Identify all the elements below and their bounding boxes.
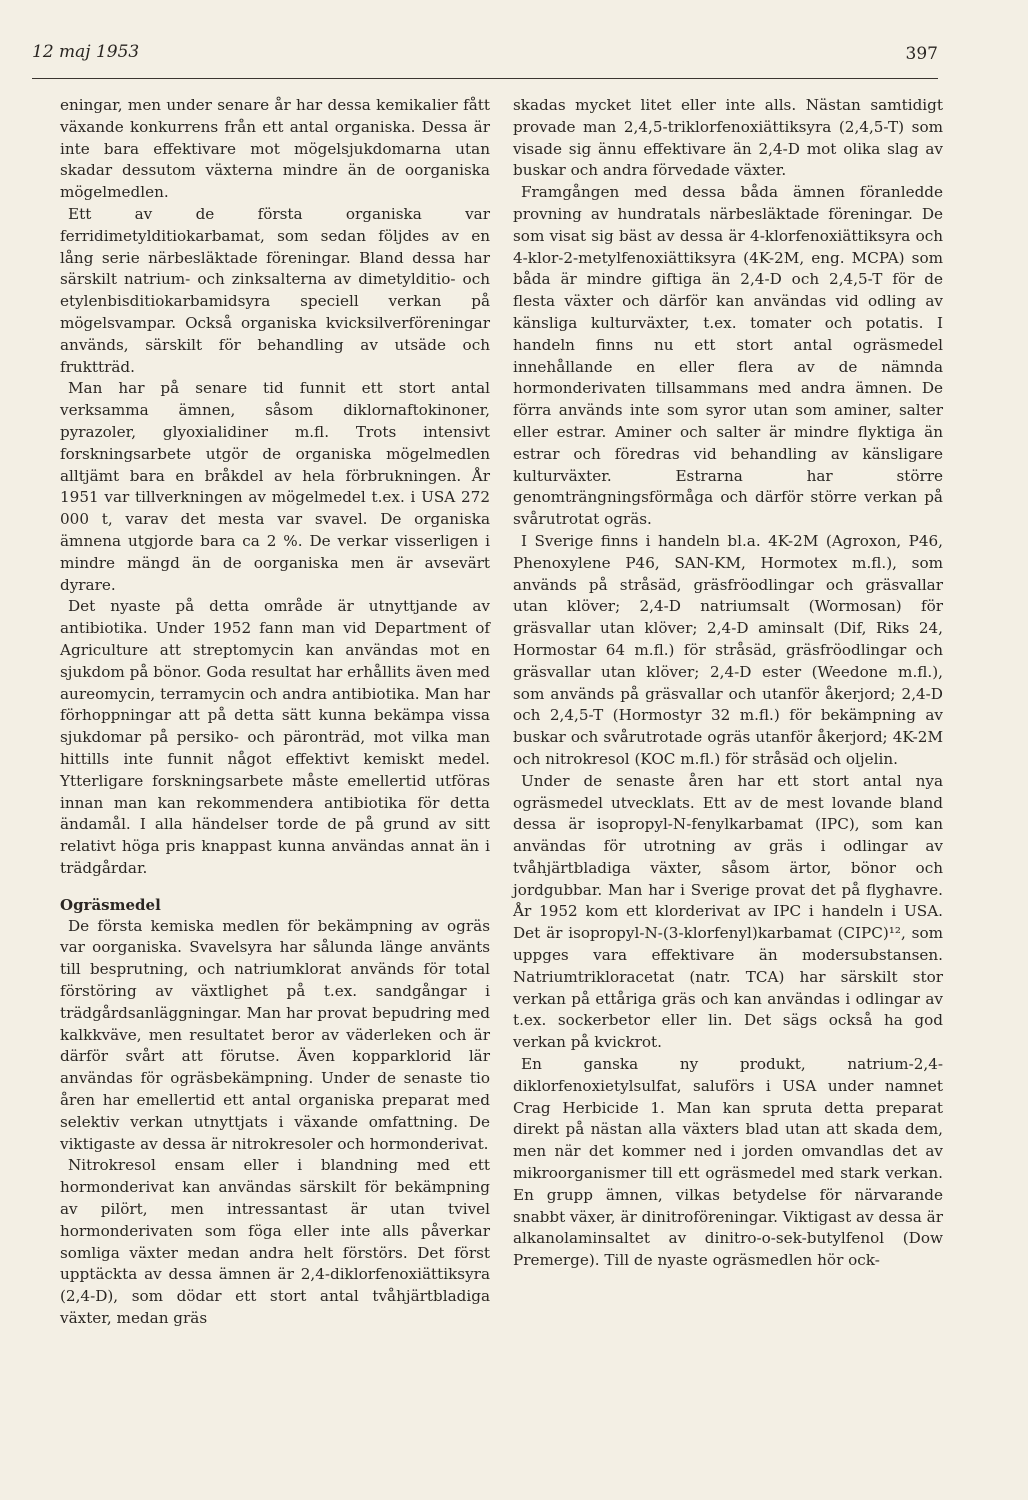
paragraph: Nitrokresol ensam eller i blandning med ett hormonderivat kan användas särskilt för bekämpning av pilört, men intressantast är utan tvivel hormonderivaten som föga eller inte alls påverkar somliga växter medan andra helt förstörs. Det först upptäckta av dessa ämnen är 2,4-diklorfenoxiättiksyra (2,4-D), som dödar ett stort antal tvåhjärtbladiga växter, medan gräs [60,1156,490,1328]
left-column [60,95,490,1330]
paragraph: Under de senaste åren har ett stort antal nya ogräsmedel utvecklats. Ett av de mest lovande bland dessa är isopropyl-N-fenylkarbamat (IPC), som kan användas för utrotning av gräs i odlingar av tvåhjärtbladiga växter, såsom ärtor, bönor och jordgubbar. Man har i Sverige provat det på flyghavre. År 1952 kom ett klorderivat av IPC i handeln i USA. Det är isopropyl-N-(3-klorfenyl)karbamat (CIPC)¹², som uppges vara effektivare än modersubstansen. Natriumtrikloracetat (natr. TCA) har särskilt stor verkan på ettåriga gräs och kan användas i odlingar av t.ex. sockerbetor eller lin. Det sägs också ha god verkan på kvickrot. [513,771,943,1052]
right-column [513,95,943,1272]
paragraph: Det nyaste på detta område är utnyttjande av antibiotika. Under 1952 fann man vid Department of Agriculture att streptomycin kan användas mot en sjukdom på bönor. Goda resultat har erhållits även med aureomycin, terramycin och andra antibiotika. Man har förhoppningar att på detta sätt kunna bekämpa vissa sjukdomar på persiko- och päronträd, mot vilka man hittills inte funnit något effektivt kemiskt medel. Ytterligare forskningsarbete måste emellertid utföras innan man kan rekommendera antibiotika för detta ändamål. I alla händelser torde de på grund av sitt relativt höga pris knappast kunna användas annat än i trädgårdar. [60,597,490,877]
paragraph: Ett av de första organiska var ferridimetylditiokarbamat, som sedan följdes av en lång serie närbesläktade föreningar. Bland dessa har särskilt natrium- och zinksalterna av dimetylditio- och etylenbisditiokarbamidsyra speciell verkan på mögelsvampar. Också organiska kvicksilverföreningar används, särskilt för behandling av utsäde och fruktträd. [60,204,490,376]
paragraph: Man har på senare tid funnit ett stort antal verksamma ämnen, såsom diklornaftokinoner, pyrazoler, glyoxialidiner m.fl. Trots intensivt forskningsarbete utgör de organiska mögelmedlen alltjämt bara en bråkdel av hela förbrukningen. År 1951 var tillverkningen av mögelmedel t.ex. i USA 272 000 t, varav det mesta var svavel. De organiska ämnena utgjorde bara ca 2 %. De verkar visserligen i mindre mängd än de oorganiska men är avsevärt dyrare. [60,379,490,594]
issue-date: 12 maj 1953 [32,42,140,62]
paragraph: En ganska ny produkt, natrium-2,4-diklorfenoxietylsulfat, saluförs i USA under namnet Crag Herbicide 1. Man kan spruta detta preparat direkt på nästan alla växters blad utan att skada dem, men när det kommer ned i jorden omvandlas det av mikroorganismer till ett ogräsmedel med stark verkan. En grupp ämnen, vilkas betydelse för närvarande snabbt växer, är dinitroföreningar. Viktigast av dessa är alkanolaminsaltet av dinitro-o-sek-butylfenol (Dow Premerge). Till de nyaste ogräsmedlen hör ock- [513,1055,943,1270]
paragraph: I Sverige finns i handeln bl.a. 4K-2M (Agroxon, P46, Phenoxylene P46, SAN-KM, Hormotex m.fl.), som används på stråsäd, gräsfröodlingar och gräsvallar utan klöver; 2,4-D natriumsalt (Wormosan) för gräsvallar utan klöver; 2,4-D aminsalt (Dif, Riks 24, Hormostar 64 m.fl.) för stråsäd, gräsfröodlingar och gräsvallar utan klöver; 2,4-D ester (Weedone m.fl.), som används på gräsvallar och utanför åkerjord; 2,4-D och 2,4,5-T (Hormostyr 32 m.fl.) för bekämpning av buskar och svårutrotade ogräs utanför åkerjord; 4K-2M och nitrokresol (KOC m.fl.) för stråsäd och oljelin. [513,531,943,768]
paragraph: De första kemiska medlen för bekämpning av ogräs var oorganiska. Svavelsyra har sålunda länge använts till besprutning, och natriumklorat används för total förstöring av växtlighet på t.ex. sandgångar i trädgårdsanläggningar. Man har provat bepudring med kalkkväve, men resultatet beror av väderleken och är därför svårt att förutse. Även kopparklorid lär användas för ogräsbekämpning. Under de senaste tio åren har emellertid ett antal organiska preparat med selektiv verkan utnyttjats i växande omfattning. De viktigaste av dessa är nitrokresoler och hormonderivat. [60,916,490,1153]
section-heading: Ogräsmedel [60,895,161,914]
paragraph: Framgången med dessa båda ämnen föranledde provning av hundratals närbesläktade föreningar. De som visat sig bäst av dessa är 4-klorfenoxiättiksyra och 4-klor-2-metylfenoxiättiksyra (4K-2M, eng. MCPA) som båda är mindre giftiga än 2,4-D och 2,4,5-T för de flesta växter och därför kan användas vid odling av känsliga kulturväxter, t.ex. tomater och potatis. I handeln finns nu ett stort antal ogräsmedel innehållande en eller flera av de nämnda hormonderivaten tillsammans med andra ämnen. De förra används inte som syror utan som aminer, salter eller estrar. Aminer och salter är mindre flyktiga än estrar och föredras vid behandling av känsligare kulturväxter. Estrarna har större genomträngningsförmåga och därför större verkan på svårutrotat ogräs. [513,183,943,529]
page-number: 397 [905,44,938,64]
paragraph: skadas mycket litet eller inte alls. Nästan samtidigt provade man 2,4,5-triklorfenoxiättiksyra (2,4,5-T) som visade sig ännu effektivare än 2,4-D mot olika slag av buskar och andra förvedade växter. [513,96,943,180]
paragraph: eningar, men under senare år har dessa kemikalier fått växande konkurrens från ett antal organiska. Dessa är inte bara effektivare mot mögelsjukdomarna utan skadar dessutom växterna mindre än de oorganiska mögelmedlen. [60,96,490,202]
page-header [32,38,938,79]
